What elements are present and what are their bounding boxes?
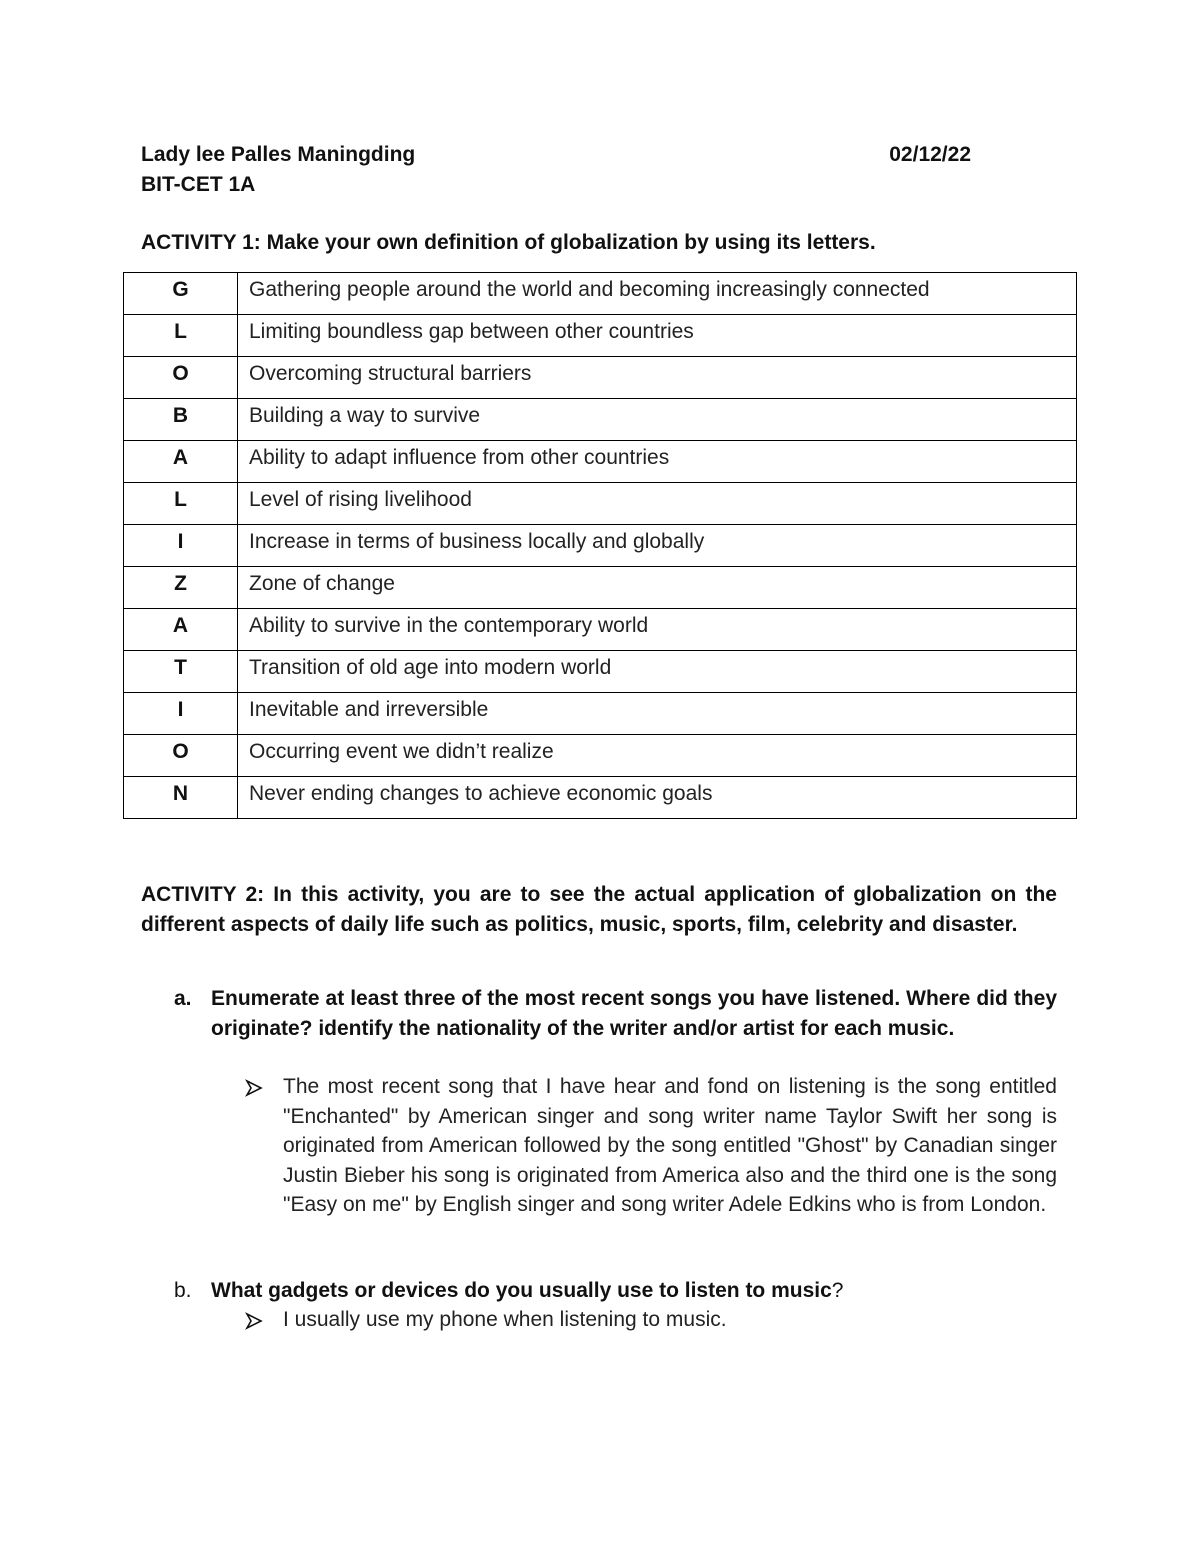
- row-letter: G: [124, 273, 238, 315]
- row-definition: Increase in terms of business locally and globally: [238, 525, 1077, 567]
- table-row: [124, 399, 1077, 441]
- student-name: Lady lee Palles Maningding: [141, 143, 416, 166]
- question-a-marker: a.: [174, 987, 192, 1010]
- table-row: [124, 273, 1077, 315]
- submission-date: 02/12/22: [889, 143, 971, 166]
- question-a-text: Enumerate at least three of the most recent songs you have listened. Where did they originate? identify the nationality of the writer and/or artist for each music.: [211, 987, 1057, 1040]
- table-row: [124, 357, 1077, 399]
- row-definition: Ability to adapt influence from other countries: [238, 441, 1077, 483]
- question-b-marker: b.: [174, 1279, 192, 1302]
- activity1-title: ACTIVITY 1: Make your own definition of globalization by using its letters.: [141, 231, 876, 254]
- table-row: [124, 525, 1077, 567]
- class-section: BIT-CET 1A: [141, 173, 256, 196]
- globalization-table: [123, 272, 1077, 819]
- table-row: [124, 693, 1077, 735]
- row-letter: L: [124, 483, 238, 525]
- answer-b: [245, 1305, 1057, 1335]
- row-definition: Zone of change: [238, 567, 1077, 609]
- table-row: [124, 651, 1077, 693]
- question-a: [174, 984, 1057, 1043]
- row-definition: Transition of old age into modern world: [238, 651, 1077, 693]
- row-definition: Inevitable and irreversible: [238, 693, 1077, 735]
- row-letter: O: [124, 357, 238, 399]
- question-b-line: [211, 1276, 1057, 1306]
- row-definition: Never ending changes to achieve economic goals: [238, 777, 1077, 819]
- table-row: [124, 567, 1077, 609]
- row-definition: Limiting boundless gap between other countries: [238, 315, 1077, 357]
- row-letter: I: [124, 525, 238, 567]
- row-letter: L: [124, 315, 238, 357]
- row-letter: Z: [124, 567, 238, 609]
- answer-b-text: I usually use my phone when listening to music.: [283, 1308, 727, 1331]
- row-definition: Ability to survive in the contemporary world: [238, 609, 1077, 651]
- answer-a: [245, 1072, 1057, 1220]
- question-b-text: What gadgets or devices do you usually use to listen to music: [211, 1279, 832, 1302]
- row-letter: I: [124, 693, 238, 735]
- row-definition: Level of rising livelihood: [238, 483, 1077, 525]
- row-letter: A: [124, 609, 238, 651]
- row-letter: N: [124, 777, 238, 819]
- row-letter: T: [124, 651, 238, 693]
- row-letter: A: [124, 441, 238, 483]
- row-letter: B: [124, 399, 238, 441]
- header: [141, 143, 971, 173]
- question-b: [174, 1276, 1057, 1306]
- answer-a-text: The most recent song that I have hear and fond on listening is the song entitled "Enchanted" by American singer and song writer name Taylor Swift her song is originated from American followed by the song entitled "Ghost" by Canadian singer Justin Bieber his song is originated from America also and the third one is the song "Easy on me" by English singer and song writer Adele Edkins who is from London.: [283, 1075, 1057, 1216]
- table-row: [124, 315, 1077, 357]
- table-row: [124, 483, 1077, 525]
- row-definition: Overcoming structural barriers: [238, 357, 1077, 399]
- row-definition: Occurring event we didn’t realize: [238, 735, 1077, 777]
- row-definition: Building a way to survive: [238, 399, 1077, 441]
- row-definition: Gathering people around the world and becoming increasingly connected: [238, 273, 1077, 315]
- arrow-bullet-icon: [245, 1305, 263, 1340]
- activity2-intro: ACTIVITY 2: In this activity, you are to see the actual application of globalization on the different aspects of daily life such as politics, music, sports, film, celebrity and disaster.: [141, 883, 1057, 936]
- table-row: [124, 777, 1077, 819]
- arrow-bullet-icon: [245, 1072, 263, 1107]
- question-b-mark: ?: [831, 1279, 844, 1302]
- table-row: [124, 735, 1077, 777]
- table-row: [124, 609, 1077, 651]
- row-letter: O: [124, 735, 238, 777]
- table-row: [124, 441, 1077, 483]
